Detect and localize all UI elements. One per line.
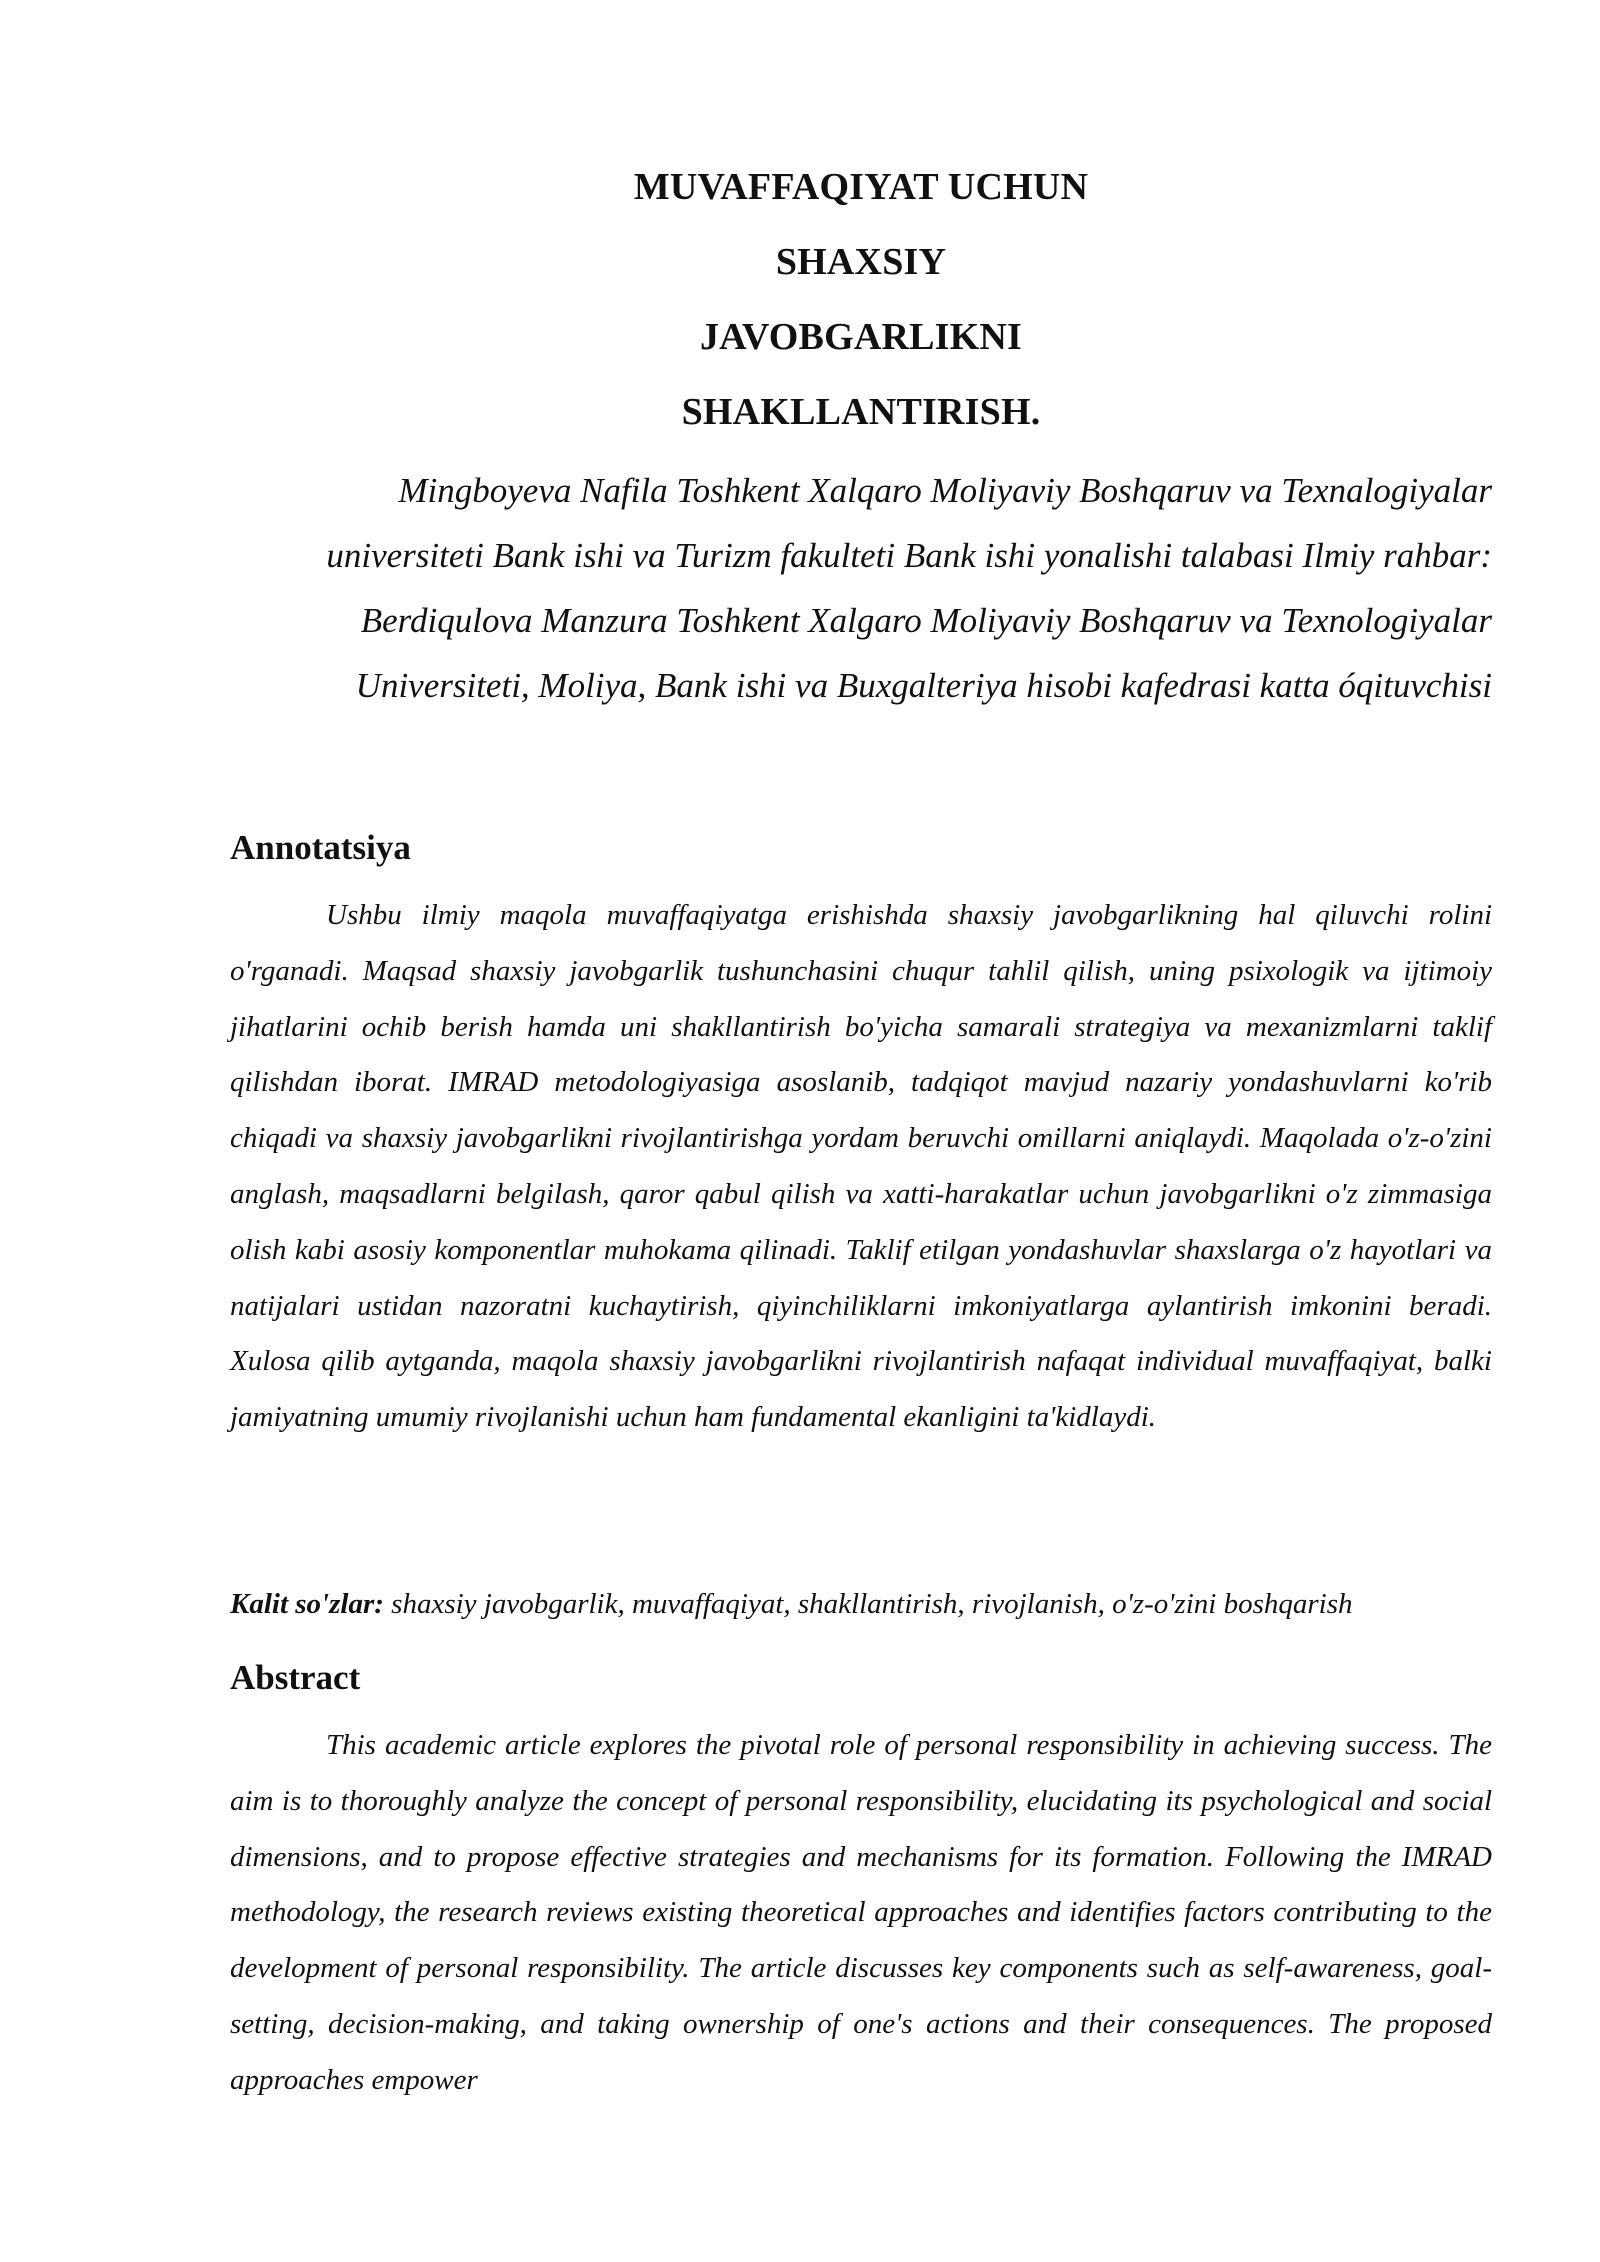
annotatsiya-text: Ushbu ilmiy maqola muvaffaqiyatga erishishda shaxsiy javobgarlikning hal qiluvchi rolini o'rganadi. Maqsad shaxsiy javobgarlik tushunchasini chuqur tahlil qilish, uning psixologik va ijtimoiy jihatlarini ochib berish hamda uni shakllantirish bo'yicha samarali strategiya va mexanizmlarni taklif qilishdan iborat. IMRAD metodologiyasiga asoslanib, tadqiqot mavjud nazariy yondashuvlarni ko'rib chiqadi va shaxsiy javobgarlikni rivojlantirishga yordam beruvchi omillarni aniqlaydi. Maqolada o'z-o'zini anglash, maqsadlarni belgilash, qaror qabul qilish va xatti-harakatlar uchun javobgarlikni o'z zimmasiga olish kabi asosiy komponentlar muhokama qilinadi. Taklif etilgan yondashuvlar shaxslarga o'z hayotlari va natijalari ustidan nazoratni kuchaytirish, qiyinchiliklarni imkoniyatlarga aylantirish imkonini beradi. Xulosa qilib aytganda, maqola shaxsiy javobgarlikni rivojlantirish nafaqat individual muvaffaqiyat, balki jamiyatning umumiy rivojlanishi uchun ham fundamental ekanligini ta'kidlaydi. (230, 899, 1492, 1434)
title-line-3: JAVOBGARLIKNI (699, 316, 1023, 358)
annotatsiya-heading: Annotatsiya (230, 828, 411, 867)
keywords (230, 1582, 1492, 1626)
title-line-2: SHAXSIY (775, 241, 947, 283)
abstract-text: This academic article explores the pivotal role of personal responsibility in achieving success. The aim is to thoroughly analyze the concept of personal responsibility, elucidating its psychological and social dimensions, and to propose effective strategies and mechanisms for its formation. Following the IMRAD methodology, the research reviews existing theoretical approaches and identifies factors contributing to the development of personal responsibility. The article discusses key components such as self-awareness, goal-setting, decision-making, and taking ownership of one's actions and their consequences. The proposed approaches empower (230, 1729, 1492, 2096)
abstract-heading: Abstract (230, 1658, 361, 1697)
keywords-label: Kalit so'zlar: (230, 1588, 384, 1620)
author-affiliation: Mingboyeva Nafila Toshkent Xalqaro Moliyaviy Boshqaruv va Texnalogiyalar universiteti Bank ishi va Turizm fakulteti Bank ishi yonalishi talabasi Ilmiy rahbar: Berdiqulova Manzura Toshkent Xalgaro Moliyaviy Boshqaruv va Texnologiyalar Universiteti, Moliya, Bank ishi va Buxgalteriya hisobi kafedrasi katta óqituvchisi (326, 471, 1492, 705)
article-title (230, 150, 1492, 450)
keywords-text: shaxsiy javobgarlik, muvaffaqiyat, shakllantirish, rivojlanish, o'z-o'zini boshqarish (383, 1588, 1353, 1620)
title-line-4: SHAKLLANTIRISH. (681, 391, 1041, 433)
title-line-1: MUVAFFAQIYAT UCHUN (633, 166, 1089, 208)
